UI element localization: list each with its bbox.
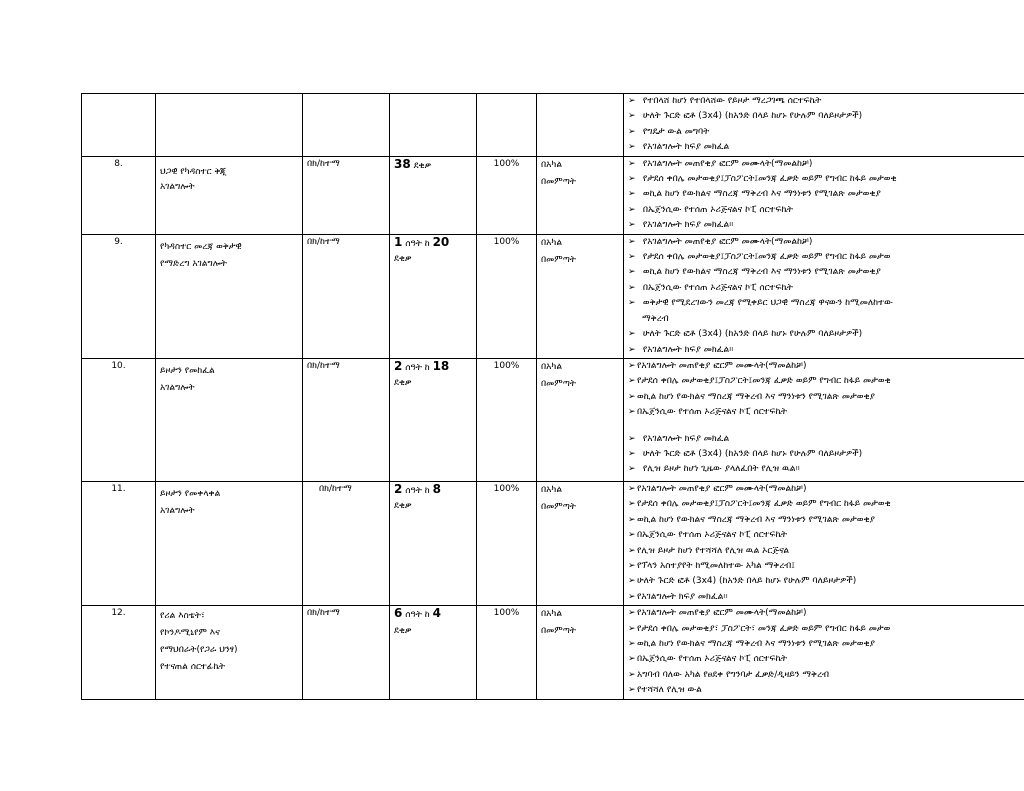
- table-row: [82, 481, 1024, 605]
- arrow-bullet-icon: ➢: [628, 267, 636, 278]
- arrow-bullet-icon: ➢: [628, 298, 636, 309]
- arrow-bullet-icon: ➢: [628, 669, 636, 680]
- duration-cell: 6 ሰዓት ከ 4 ደቂቃ: [390, 606, 477, 699]
- arrow-bullet-icon: ➢: [628, 158, 636, 169]
- arrow-bullet-icon: ➢: [628, 236, 636, 247]
- requirement-item: ➢ የተበላሸ ከሆነ የተበላሸው የይዞታ ማረጋገጫ ሰርተፍኬት: [628, 94, 1024, 109]
- requirement-item: ➢ ሁለት ጉርድ ፎቶ (3x4) (ከአንድ በላይ ከሆኑ የሁሉም ባለይዞታዎች): [628, 109, 1024, 124]
- service-name-line: የማህበራት(የጋራ ህንፃ): [160, 645, 238, 656]
- location-cell: በክ/ከተማ: [303, 156, 390, 234]
- table-row: [82, 156, 1024, 234]
- location-cell: በክ/ከተማ: [303, 234, 390, 358]
- empty-cell: [390, 94, 477, 157]
- service-name-line: ህጋዊ የካዳስተር ቅጂ: [160, 166, 227, 177]
- arrow-bullet-icon: ➢: [628, 376, 636, 387]
- arrow-bullet-icon: ➢: [628, 608, 636, 619]
- service-name-cell: [156, 358, 303, 481]
- requirement-item: ➢የሊዝ ይዞታ ከሆነ የተሻሻለ የሊዝ ዉል ኦርጅናል: [628, 544, 1024, 559]
- requirement-item: ➢የታደሰ ቀበሌ መታወቂያ፣ ፓስፖርት፣ መንጃ ፈቃድ ወይም የግብር ከፋይ መታወ: [628, 622, 1024, 637]
- location-cell: በክ/ከተማ: [303, 481, 390, 605]
- arrow-bullet-icon: ➢: [628, 204, 636, 215]
- requirement-item: ➢የአገልግሎት መጠየቂያ ፎርም መሙላት(ማመልከቻ): [628, 482, 1024, 497]
- table-row: [82, 606, 1024, 699]
- requirement-item: ➢ የአገልግሎት ክፍያ መክፈል።: [628, 218, 1024, 233]
- channel-cell: በአካል በመምጣት: [537, 156, 624, 234]
- percent-cell: 100%: [477, 481, 537, 605]
- requirements-cell: [624, 234, 1024, 358]
- arrow-bullet-icon: ➢: [628, 252, 636, 263]
- arrow-bullet-icon: ➢: [628, 499, 636, 510]
- arrow-bullet-icon: ➢: [628, 391, 636, 402]
- service-name-line: ይዞታን የመከፈል: [160, 365, 215, 376]
- arrow-bullet-icon: ➢: [628, 591, 636, 602]
- channel-cell: በአካል በመምጣት: [537, 358, 624, 481]
- arrow-bullet-icon: ➢: [628, 464, 636, 475]
- duration-cell: 2 ሰዓት ከ 18 ደቂቃ: [390, 358, 477, 481]
- requirement-item: ➢ የአገልግሎት መጠየቂያ ፎርም መሙላት(ማመልከቻ): [628, 157, 1024, 172]
- requirement-item: ➢ ሁለት ጉርድ ፎቶ (3x4) (ከአንድ በላይ ከሆኑ የሁሉም ባለይዞታዎች): [628, 447, 1024, 462]
- arrow-bullet-icon: ➢: [628, 344, 636, 355]
- service-name-cell: [156, 481, 303, 605]
- arrow-bullet-icon: ➢: [628, 560, 636, 571]
- arrow-bullet-icon: ➢: [628, 448, 636, 459]
- service-name-line: የተናጠል ሰርተፊኬት: [160, 662, 226, 673]
- service-name-line: የማድረግ አገልግሎት: [160, 258, 227, 269]
- service-name-line: የሪል እስቴት፣: [160, 611, 205, 622]
- table-row: [82, 234, 1024, 358]
- requirement-item: ➢የታደሰ ቀበሌ መታወቂያ፤ፓስፖርት፤መንጃ ፈቃድ ወይም የግብር ከፋይ መታወቂ: [628, 497, 1024, 512]
- service-name-line: አገልግሎት: [160, 382, 195, 393]
- channel-cell: በአካል በመምጣት: [537, 234, 624, 358]
- requirement-item: ➢የፕላን አስተያየት ከሚመለከተው አካል ማቅረብ፤: [628, 559, 1024, 574]
- requirement-item: ➢ የአገልግሎት ክፍያ መክፈል: [628, 140, 1024, 155]
- requirement-item: ➢ የታደሰ ቀበሌ መታወቂያ፤ፓስፖርት፤መንጃ ፈቃድ ወይም የግብር ከፋይ መታወቂ: [628, 172, 1024, 187]
- empty-cell: [477, 94, 537, 157]
- duration-cell: 2 ሰዓት ከ 8 ደቂቃ: [390, 481, 477, 605]
- requirement-item: ➢የአገልግሎት ክፍያ መክፈል።: [628, 590, 1024, 605]
- table-row: [82, 358, 1024, 481]
- service-name-line: አገልግሎት: [160, 182, 195, 193]
- arrow-bullet-icon: ➢: [628, 96, 636, 106]
- arrow-bullet-icon: ➢: [628, 654, 636, 665]
- requirement-item: ➢ የአገልግሎት መጠየቂያ ፎርም መሙላት(ማመልከቻ): [628, 235, 1024, 250]
- arrow-bullet-icon: ➢: [628, 545, 636, 556]
- requirement-item: ➢ወኪል ከሆነ የውክልና ማስረጃ ማቅረብ እና ማንነቱን የሚገልጽ መታወቂያ: [628, 637, 1024, 652]
- requirement-item: ➢አግባብ ባለው አካል የፀደቀ የግንባታ ፈቃድ/ዲዛይን ማቅረብ: [628, 668, 1024, 683]
- requirement-item: ➢ ወኪል ከሆነ የውክልና ማስረጃ ማቅረብ እና ማንነቱን የሚገልጽ መታወቂያ: [628, 265, 1024, 280]
- service-name-cell: [156, 234, 303, 358]
- requirement-item: ➢ወኪል ከሆነ የውክልና ማስረጃ ማቅረብ እና ማንነቱን የሚገልጽ መታወቂያ: [628, 390, 1024, 405]
- percent-cell: 100%: [477, 234, 537, 358]
- service-name-line: አገልግሎት: [160, 505, 195, 516]
- percent-cell: 100%: [477, 358, 537, 481]
- requirements-cell: [624, 156, 1024, 234]
- arrow-bullet-icon: ➢: [628, 329, 636, 340]
- requirement-item: ➢ ወኪል ከሆነ የውክልና ማስረጃ ማቅረብ እና ማንነቱን የሚገልጽ መታወቂያ: [628, 187, 1024, 202]
- row-number: 12.: [82, 606, 156, 699]
- arrow-bullet-icon: ➢: [628, 530, 636, 541]
- service-name-cell: [156, 606, 303, 699]
- requirement-item: ➢የአገልግሎት መጠየቂያ ፎርም መሙላት(ማመልከቻ): [628, 606, 1024, 621]
- service-name-line: የኮንዶሚኒየም እና: [160, 628, 220, 639]
- requirements-cell: [624, 94, 1024, 157]
- requirement-item: ➢ ወቅታዊ የሚደረገውን መረጃ የሚቀይር ህጋዊ ማስረጃ ዋናውን ከሚመለከተው: [628, 296, 1024, 311]
- requirement-item: ➢የአገልግሎት መጠየቂያ ፎርም መሙላት(ማመልከቻ): [628, 359, 1024, 374]
- requirement-item: ➢ወኪል ከሆነ የውክልና ማስረጃ ማቅረብ እና ማንነቱን የሚገልጽ መታወቂያ: [628, 513, 1024, 528]
- requirement-item: ➢ሁለት ጉርድ ፎቶ (3x4) (ከአንድ በላይ ከሆኑ የሁሉም ባለይዞታዎች): [628, 574, 1024, 589]
- empty-cell: [303, 94, 390, 157]
- empty-cell: [537, 94, 624, 157]
- service-name-line: ይዞታን የመቀላቀል: [160, 488, 221, 499]
- arrow-bullet-icon: ➢: [628, 514, 636, 525]
- requirement-item: ➢የታደሰ ቀበሌ መታወቂያ፤ፓስፖርት፤መንጃ ፈቃድ ወይም የግብር ከፋይ መታወቂ: [628, 374, 1024, 389]
- empty-cell: [156, 94, 303, 157]
- arrow-bullet-icon: ➢: [628, 360, 636, 371]
- requirement-item: ➢ የአገልግሎት ክፍያ መክፈል።: [628, 343, 1024, 358]
- requirement-item: ➢በኤጀንሲው የተሰጠ ኦሪጅናልና ኮፒ ሰርተፍኬት: [628, 405, 1024, 420]
- requirement-continuation: ማቅረብ: [642, 313, 669, 324]
- row-number: 9.: [82, 234, 156, 358]
- service-name-line: የካዳስተር መረጃ ወቅታዊ: [160, 241, 242, 252]
- requirement-item: ➢ ሁለት ጉርድ ፎቶ (3x4) (ከአንድ በላይ ከሆኑ የሁሉም ባለይዞታዎች): [628, 327, 1024, 342]
- requirement-item: ➢ የአገልግሎት ክፍያ መክፈል: [628, 432, 1024, 447]
- requirement-item: ➢ የታደሰ ቀበሌ መታወቂያ፤ፓስፖርት፤መንጃ ፈቃድ ወይም የግብር ከፋይ መታወ: [628, 250, 1024, 265]
- requirements-cell: [624, 606, 1024, 699]
- requirement-item: ➢የተሻሻለ የሊዝ ውል: [628, 683, 1024, 698]
- service-table: [81, 93, 1024, 700]
- arrow-bullet-icon: ➢: [628, 483, 636, 494]
- service-name-cell: [156, 156, 303, 234]
- table-row-continued: [82, 94, 1024, 157]
- arrow-bullet-icon: ➢: [628, 407, 636, 418]
- requirement-item: ➢ የሊዝ ይዞታ ከሆነ ጊዜው ያላለፈበት የሊዝ ዉል።: [628, 462, 1024, 477]
- arrow-bullet-icon: ➢: [628, 126, 636, 137]
- requirement-item: ➢ በኤጀንሲው የተሰጠ ኦሪጅናልና ኮፒ ሰርተፍኬት: [628, 281, 1024, 296]
- arrow-bullet-icon: ➢: [628, 189, 636, 200]
- percent-cell: 100%: [477, 606, 537, 699]
- requirements-cell: [624, 481, 1024, 605]
- duration-cell: 1 ሰዓት ከ 20 ደቂቃ: [390, 234, 477, 358]
- arrow-bullet-icon: ➢: [628, 433, 636, 444]
- location-cell: በክ/ከተማ: [303, 358, 390, 481]
- row-number: 10.: [82, 358, 156, 481]
- arrow-bullet-icon: ➢: [628, 142, 636, 153]
- arrow-bullet-icon: ➢: [628, 623, 636, 634]
- arrow-bullet-icon: ➢: [628, 111, 636, 122]
- empty-cell: [82, 94, 156, 157]
- arrow-bullet-icon: ➢: [628, 282, 636, 293]
- arrow-bullet-icon: ➢: [628, 638, 636, 649]
- arrow-bullet-icon: ➢: [628, 220, 636, 231]
- row-number: 8.: [82, 156, 156, 234]
- requirement-item: ➢በኤጀንሲው የተሰጠ ኦሪጅናልና ኮፒ ሰርተፍኬት: [628, 528, 1024, 543]
- requirement-item: ➢ የግዴታ ውል መግባት: [628, 125, 1024, 140]
- requirements-cell: [624, 358, 1024, 481]
- requirement-item: ➢በኤጀንሲው የተሰጠ ኦሪጅናልና ኮፒ ሰርተፍኬት: [628, 652, 1024, 667]
- row-number: 11.: [82, 481, 156, 605]
- arrow-bullet-icon: ➢: [628, 174, 636, 185]
- location-cell: በክ/ከተማ: [303, 606, 390, 699]
- requirement-item: ➢ በኤጀንሲው የተሰጠ ኦሪጅናልና ኮፒ ሰርተፍኬት: [628, 203, 1024, 218]
- channel-cell: በአካል በመምጣት: [537, 606, 624, 699]
- channel-cell: በአካል በመምጣት: [537, 481, 624, 605]
- percent-cell: 100%: [477, 156, 537, 234]
- arrow-bullet-icon: ➢: [628, 685, 636, 696]
- arrow-bullet-icon: ➢: [628, 576, 636, 587]
- duration-cell: 38 ደቂቃ: [390, 156, 477, 234]
